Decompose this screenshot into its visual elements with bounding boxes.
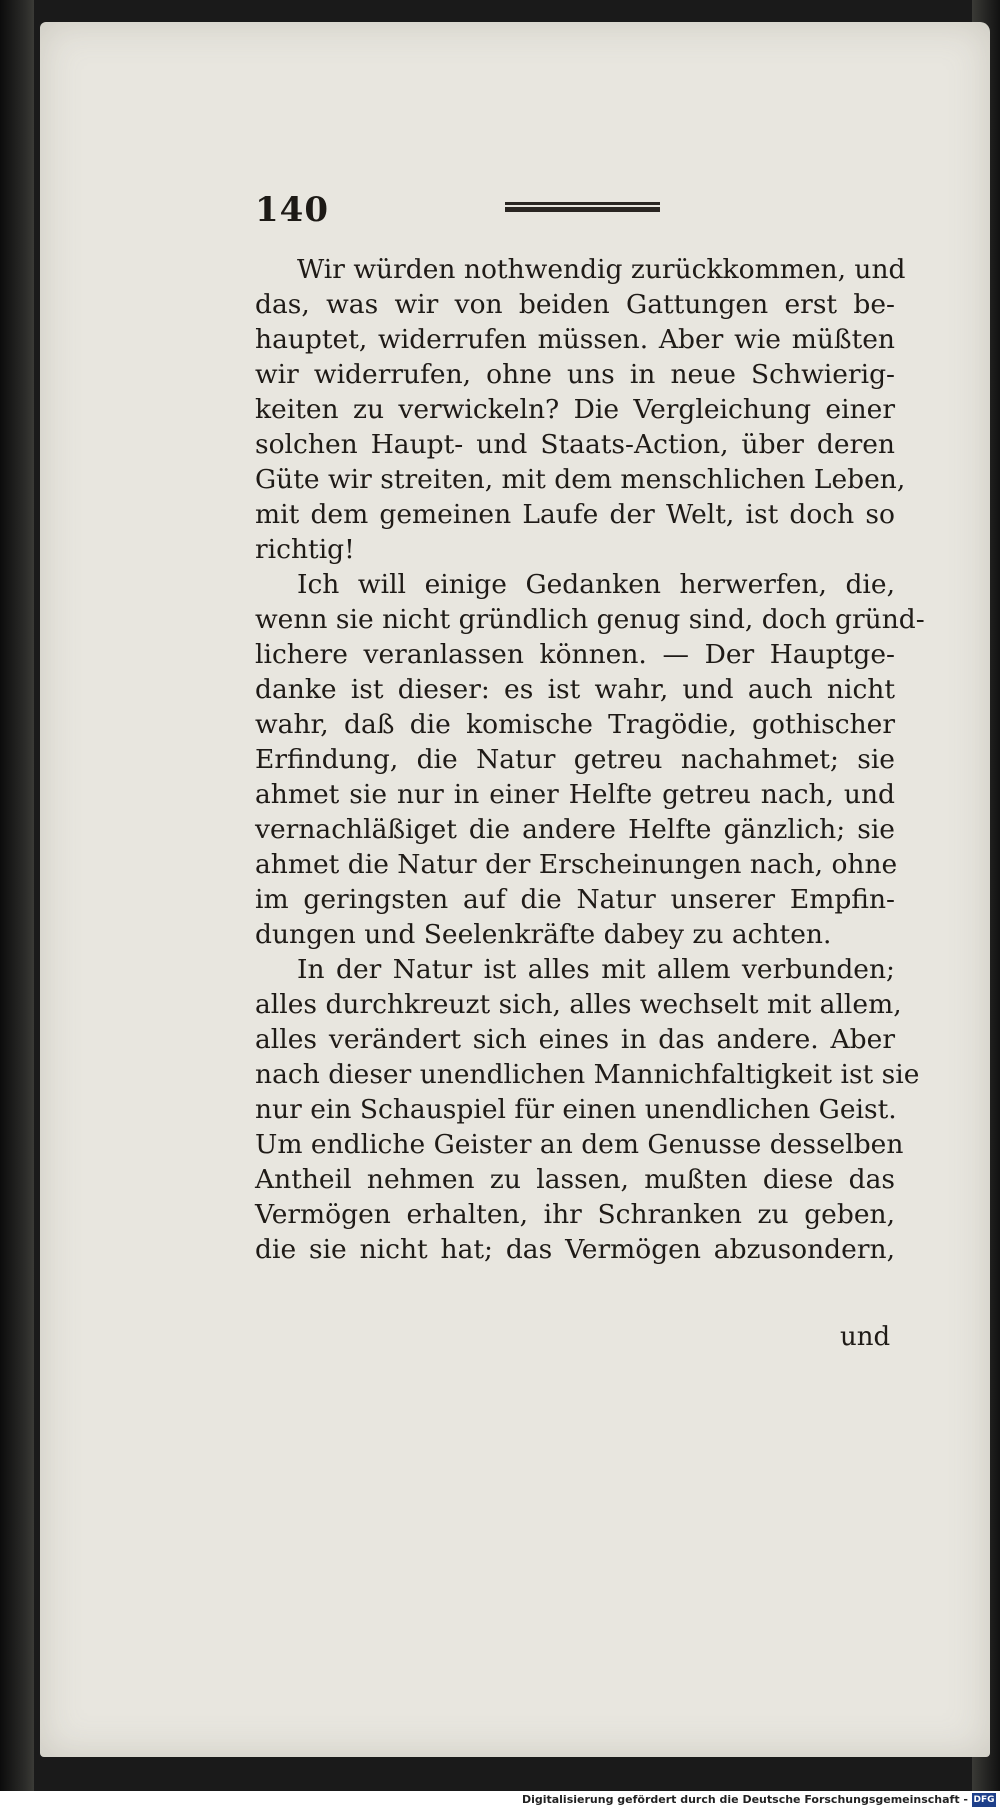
paragraph-2 — [255, 567, 925, 952]
text-line: Güte wir streiten, mit dem menschlichen Leben, — [255, 464, 906, 495]
text-line: nach dieser unendlichen Mannichfaltigkeit ist sie — [255, 1059, 920, 1090]
dfg-logo: DFG — [973, 1795, 995, 1805]
text-line: im geringsten auf die Natur unserer Empfin- — [255, 884, 895, 915]
catchword: und — [840, 1322, 891, 1352]
text-line: wenn sie nicht gründlich genug sind, doch gründ- — [255, 604, 925, 635]
text-line: solchen Haupt- und Staats-Action, über deren — [255, 429, 895, 460]
text-line: Vermögen erhalten, ihr Schranken zu geben, — [255, 1199, 895, 1230]
footer-credit: Digitalisierung gefördert durch die Deutsche Forschungsgemeinschaft - — [521, 1793, 968, 1806]
header-rule-thick — [505, 207, 660, 212]
text-line: lichere veranlassen können. — Der Hauptge- — [255, 639, 895, 670]
text-line: keiten zu verwickeln? Die Vergleichung einer — [255, 394, 895, 425]
header-rule-thin — [505, 202, 660, 205]
paragraph-3 — [255, 952, 920, 1267]
body-text — [255, 252, 925, 1267]
text-line: Um endliche Geister an dem Genusse desselben — [255, 1129, 904, 1160]
text-line: In der Natur ist alles mit allem verbunden; — [297, 954, 895, 985]
text-line: wahr, daß die komische Tragödie, gothischer — [255, 709, 895, 740]
header-rule — [505, 202, 660, 212]
text-line: richtig! — [255, 534, 355, 565]
page-number: 140 — [255, 190, 329, 230]
text-line: alles durchkreuzt sich, alles wechselt mit allem, — [255, 989, 902, 1020]
text-line: Wir würden nothwendig zurückkommen, und — [297, 254, 906, 285]
text-line: das, was wir von beiden Gattungen erst be- — [255, 289, 895, 320]
text-line: dungen und Seelenkräfte dabey zu achten. — [255, 919, 832, 950]
text-line: die sie nicht hat; das Vermögen abzusondern, — [255, 1234, 895, 1265]
text-line: Erfindung, die Natur getreu nachahmet; sie — [255, 744, 895, 775]
text-line: ahmet sie nur in einer Helfte getreu nach, und — [255, 779, 895, 810]
text-line: vernachläßiget die andere Helfte gänzlich; sie — [255, 814, 895, 845]
text-line: mit dem gemeinen Laufe der Welt, ist doch so — [255, 499, 895, 530]
scan-edge-left — [0, 0, 34, 1811]
text-line: hauptet, widerrufen müssen. Aber wie müßten — [255, 324, 895, 355]
text-line: wir widerrufen, ohne uns in neue Schwierig- — [255, 359, 895, 390]
text-line: ahmet die Natur der Erscheinungen nach, ohne — [255, 849, 898, 880]
text-line: alles verändert sich eines in das andere. Aber — [255, 1024, 895, 1055]
text-line: Antheil nehmen zu lassen, mußten diese das — [255, 1164, 895, 1195]
text-line: danke ist dieser: es ist wahr, und auch nicht — [255, 674, 895, 705]
paragraph-1 — [255, 252, 906, 567]
text-line: Ich will einige Gedanken herwerfen, die, — [297, 569, 895, 600]
text-line: nur ein Schauspiel für einen unendlichen Geist. — [255, 1094, 897, 1125]
